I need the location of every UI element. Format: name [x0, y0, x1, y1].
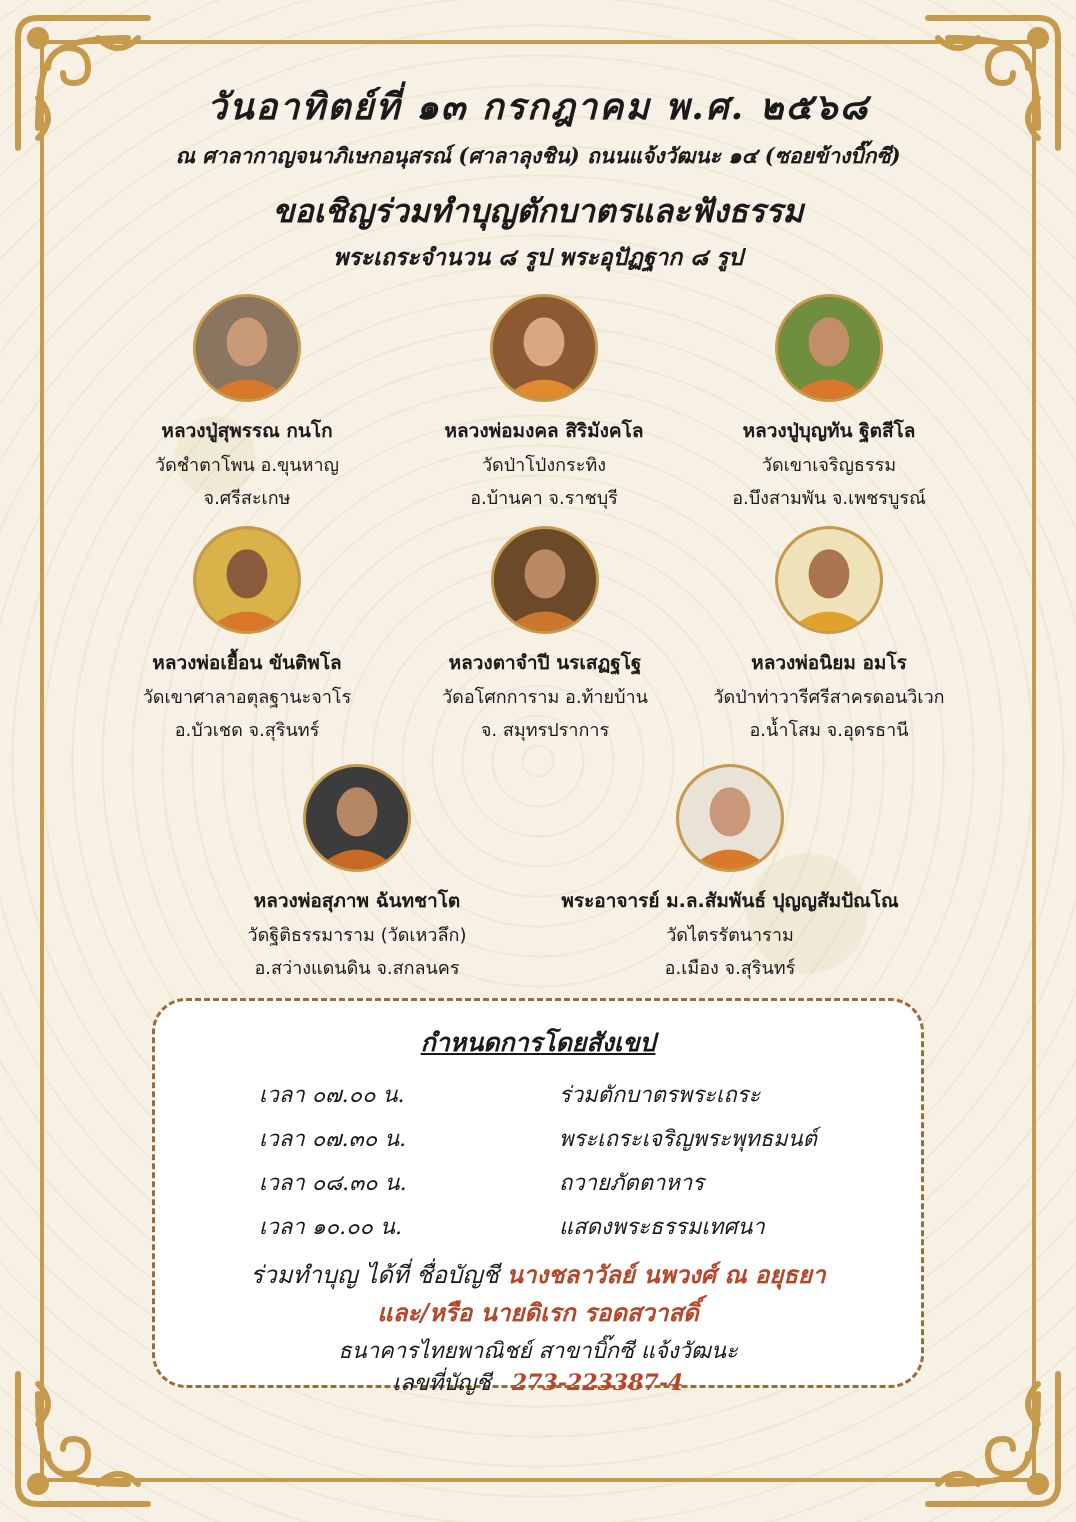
monk-location: จ.ศรีสะเกษ [203, 488, 291, 509]
monk-name: หลวงปู่บุญทัน ฐิตสีโล [742, 420, 916, 442]
monk-location: อ.น้ำโสม จ.อุดรธานี [749, 720, 909, 741]
schedule-time: เวลา ๐๗.๓๐ น. [259, 1127, 407, 1152]
monk-location: จ. สมุทรปราการ [480, 720, 610, 741]
monk-card [82, 294, 412, 512]
monk-name: หลวงพ่อมงคล สิริมังคโล [444, 420, 644, 442]
monk-card [82, 526, 412, 744]
event-venue: ณ ศาลากาญจนาภิเษกอนุสรณ์ (ศาลาลุงชิน) ถนนแจ้งวัฒนะ ๑๔ (ซอยข้างบิ๊กซี) [175, 143, 901, 168]
monk-portrait-icon [490, 294, 598, 402]
monk-temple: วัดเขาศาลาอตุลฐานะจาโร [142, 687, 352, 708]
bank-name: ธนาคารไทยพาณิชย์ สาขาบิ๊กซี แจ้งวัฒนะ [338, 1339, 738, 1364]
monk-card [550, 764, 910, 982]
monk-name: พระอาจารย์ ม.ล.สัมพันธ์ ปุญญสัมปัณโณ [561, 890, 899, 912]
monk-name: หลวงพ่อนิยม อมโร [751, 652, 907, 674]
monk-location: อ.เมือง จ.สุรินทร์ [664, 958, 796, 979]
monk-card [380, 526, 710, 744]
monk-portrait-icon [193, 526, 301, 634]
monk-location: อ.สว่างแดนดิน จ.สกลนคร [254, 958, 460, 979]
monk-name: หลวงพ่อเยื้อน ขันติพโล [152, 652, 342, 674]
monk-temple: วัดเขาเจริญธรรม [761, 455, 897, 476]
monk-card [192, 764, 522, 982]
monk-temple: วัดไตรรัตนาราม [666, 925, 794, 946]
account-name-1: นางชลาวัลย์ นพวงศ์ ณ อยุธยา [506, 1260, 826, 1289]
monk-portrait-icon [303, 764, 411, 872]
schedule-activity: พระเถระเจริญพระพุทธมนต์ [559, 1127, 817, 1152]
schedule-activity: ร่วมตักบาตรพระเถระ [559, 1083, 761, 1108]
schedule-activity: แสดงพระธรรมเทศนา [559, 1215, 765, 1240]
invitation-heading: ขอเชิญร่วมทำบุญตักบาตรและฟังธรรม [272, 192, 804, 230]
monk-temple: วัดป่าท่าวารีศรีสาครดอนวิเวก [713, 687, 945, 708]
monk-portrait-icon [775, 294, 883, 402]
monk-count: พระเถระจำนวน ๘ รูป พระอุปัฏฐาก ๘ รูป [333, 244, 743, 271]
schedule-box [152, 998, 924, 1396]
monk-temple: วัดฐิติธรรมาราม (วัดเหวลึก) [247, 925, 467, 946]
monk-card [664, 526, 994, 744]
schedule-activity: ถวายภัตตาหาร [559, 1171, 705, 1196]
monk-card [664, 294, 994, 512]
monk-card [379, 294, 709, 512]
account-number-line [155, 1365, 921, 1400]
corner-ornament-icon [8, 1364, 158, 1514]
monk-name: หลวงพ่อสุภาพ ฉันทชาโต [253, 890, 461, 912]
monk-name: หลวงปู่สุพรรณ กนโก [161, 420, 333, 442]
donation-line [155, 1255, 921, 1294]
monk-location: อ.บึงสามพัน จ.เพชรบูรณ์ [732, 488, 926, 509]
donation-prefix: ร่วมทำบุญ ได้ที่ ชื่อบัญชี [250, 1261, 499, 1289]
monk-portrait-icon [491, 526, 599, 634]
monk-portrait-icon [775, 526, 883, 634]
monk-name: หลวงตาจำปี นรเสฏฐโฐ [448, 652, 642, 674]
monk-temple: วัดป่าโป่งกระทิง [481, 455, 607, 476]
monk-portrait-icon [676, 764, 784, 872]
schedule-time: เวลา ๐๗.๐๐ น. [259, 1083, 405, 1108]
schedule-time: เวลา ๑๐.๐๐ น. [259, 1215, 402, 1240]
monk-portrait-icon [193, 294, 301, 402]
account-label: เลขที่บัญชี [392, 1371, 491, 1396]
corner-ornament-icon [918, 1364, 1068, 1514]
monk-location: อ.บ้านคา จ.ราชบุรี [470, 488, 618, 509]
monk-temple: วัดอโศกการาม อ.ท้ายบ้าน [442, 687, 648, 708]
account-number: 273-223387-4 [511, 1370, 684, 1396]
schedule-time: เวลา ๐๘.๓๐ น. [259, 1171, 407, 1196]
monk-location: อ.บัวเชด จ.สุรินทร์ [174, 720, 320, 741]
event-date: วันอาทิตย์ที่ ๑๓ กรกฎาคม พ.ศ. ๒๕๖๘ [206, 86, 870, 128]
schedule-title: กำหนดการโดยสังเขป [420, 1028, 656, 1057]
account-name-2: และ/หรือ นายดิเรก รอดสวาสดิ์ [377, 1298, 699, 1327]
monk-temple: วัดชำตาโพน อ.ขุนหาญ [155, 455, 339, 476]
